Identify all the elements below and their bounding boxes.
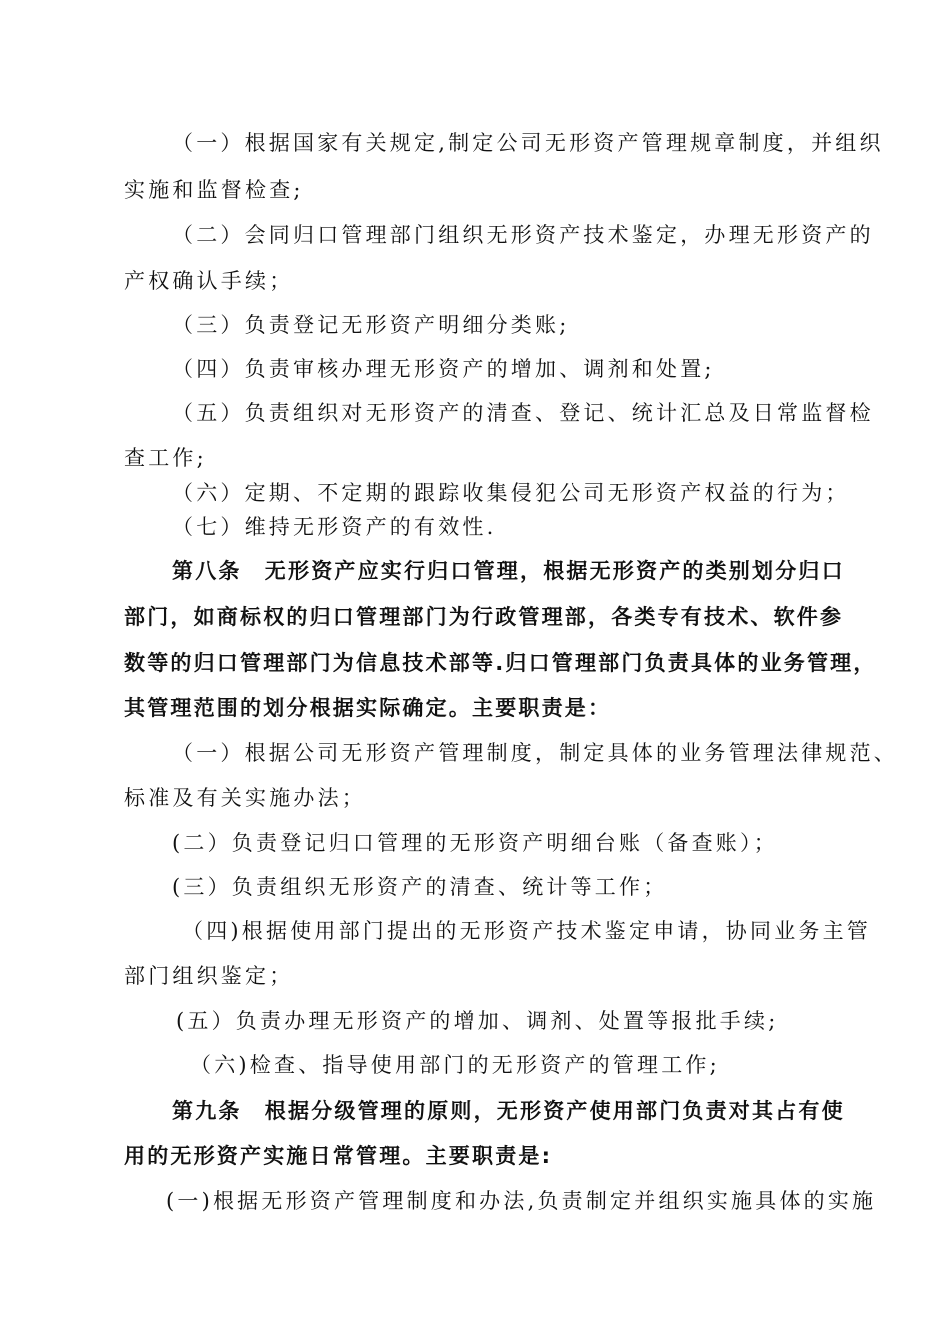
- paragraph-line: 产权确认手续；: [124, 269, 294, 293]
- article-heading-line: 数等的归口管理部门为信息技术部等.归口管理部门负责具体的业务管理，: [124, 651, 877, 675]
- paragraph-line: 标准及有关实施办法；: [124, 786, 366, 810]
- paragraph-line: 查工作;: [124, 446, 207, 470]
- paragraph-line: (五）负责办理无形资产的增加、调剂、处置等报批手续;: [176, 1009, 779, 1033]
- article-heading-line: 其管理范围的划分根据实际确定。主要职责是：: [124, 696, 612, 720]
- paragraph-line: （四)根据使用部门提出的无形资产技术鉴定申请，协同业务主管: [182, 919, 871, 943]
- article-heading-line: 用的无形资产实施日常管理。主要职责是:: [124, 1144, 553, 1168]
- paragraph-line: （六）定期、不定期的跟踪收集侵犯公司无形资产权益的行为；: [172, 481, 850, 505]
- paragraph-line: （四）负责审核办理无形资产的增加、调剂和处置;: [172, 357, 715, 381]
- paragraph-line: （二）会同归口管理部门组织无形资产技术鉴定，办理无形资产的: [172, 223, 874, 247]
- paragraph-line: （五）负责组织对无形资产的清查、登记、统计汇总及日常监督检: [172, 401, 874, 425]
- paragraph-line: （三）负责登记无形资产明细分类账;: [172, 313, 570, 337]
- article-heading-line: 部门，如商标权的归口管理部门为行政管理部，各类专有技术、软件参: [124, 605, 844, 629]
- article-heading-line: 第九条 根据分级管理的原则，无形资产使用部门负责对其占有使: [172, 1099, 845, 1123]
- paragraph-line: （六)检查、指导使用部门的无形资产的管理工作;: [190, 1053, 720, 1077]
- paragraph-line: 实施和监督检查;: [124, 178, 304, 202]
- paragraph-line: （七）维持无形资产的有效性.: [172, 515, 497, 539]
- paragraph-line: (一)根据无形资产管理制度和办法,负责制定并组织实施具体的实施: [166, 1189, 877, 1213]
- paragraph-line: （一）根据公司无形资产管理制度，制定具体的业务管理法律规范、: [172, 741, 898, 765]
- paragraph-line: 部门组织鉴定；: [124, 964, 294, 988]
- article-heading-line: 第八条 无形资产应实行归口管理，根据无形资产的类别划分归口: [172, 559, 845, 583]
- paragraph-line: (二）负责登记归口管理的无形资产明细台账（备查账）；: [172, 831, 778, 855]
- paragraph-line: （一）根据国家有关规定,制定公司无形资产管理规章制度，并组织: [172, 131, 884, 155]
- paragraph-line: (三）负责组织无形资产的清查、统计等工作；: [172, 875, 668, 899]
